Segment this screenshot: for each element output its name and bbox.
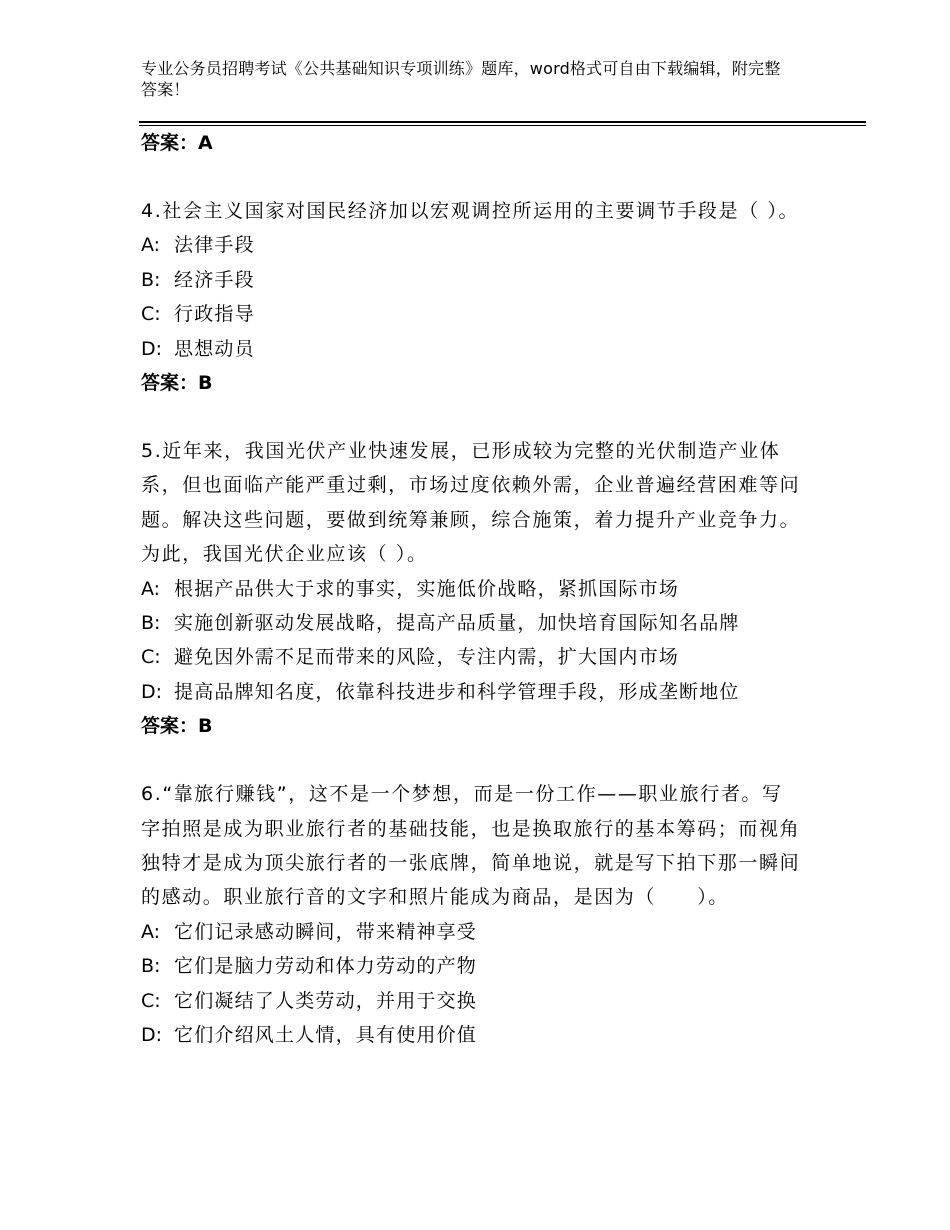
option-text: 实施创新驱动发展战略，提高产品质量，加快培育国际知名品牌 [174, 611, 740, 634]
option-c [141, 640, 801, 674]
option-letter: B: [141, 611, 161, 634]
option-a [141, 572, 801, 606]
question-list [141, 126, 801, 1052]
option-text: 它们记录感动瞬间，带来精神享受 [174, 920, 478, 943]
option-letter: B: [141, 268, 161, 291]
header-rule-thick [139, 121, 866, 123]
option-letter: C: [141, 989, 161, 1012]
option-d [141, 1018, 801, 1052]
option-letter: D: [141, 1023, 163, 1046]
answer-line: 答案：B [141, 715, 213, 738]
option-text: 它们凝结了人类劳动，并用于交换 [174, 989, 478, 1012]
option-text: 提高品牌知名度，依靠科技进步和科学管理手段，形成垄断地位 [174, 680, 740, 703]
option-text: 经济手段 [174, 268, 255, 291]
option-text: 根据产品供大于求的事实，实施低价战略，紧抓国际市场 [174, 577, 680, 600]
answer-line: 答案：A [141, 132, 213, 154]
question-6 [141, 777, 801, 1052]
option-b [141, 606, 801, 640]
option-letter: A: [141, 234, 161, 257]
option-c [141, 984, 801, 1018]
question-5 [141, 434, 801, 743]
option-letter: A: [141, 577, 161, 600]
answer-line: 答案：B [141, 371, 213, 394]
option-letter: D: [141, 337, 163, 360]
option-text: 避免因外需不足而带来的风险，专注内需，扩大国内市场 [174, 646, 680, 669]
option-d [141, 332, 801, 366]
question-stem: 4.社会主义国家对国民经济加以宏观调控所运用的主要调节手段是（ ）。 [141, 200, 800, 222]
option-text: 它们介绍风土人情，具有使用价值 [174, 1023, 478, 1046]
option-letter: C: [141, 646, 161, 669]
option-letter: D: [141, 680, 163, 703]
option-a [141, 228, 801, 262]
page-header: 专业公务员招聘考试《公共基础知识专项训练》题库，word格式可自由下载编辑，附完整答案！ [141, 59, 781, 99]
option-b [141, 263, 801, 297]
question-4 [141, 194, 801, 400]
option-b [141, 949, 801, 983]
option-text: 行政指导 [174, 303, 255, 326]
option-letter: B: [141, 955, 161, 978]
option-d [141, 675, 801, 709]
question-stem: 5.近年来，我国光伏产业快速发展，已形成较为完整的光伏制造产业体系，但也面临产能严重过剩，市场过度依赖外需，企业普遍经营困难等问题。解决这些问题，要做到统筹兼顾，综合施策，着力提升产业竞争力。为此，我国光伏企业应该（ ）。 [141, 439, 801, 566]
option-text: 思想动员 [174, 337, 255, 360]
question-stem: 6.“靠旅行赚钱”，这不是一个梦想，而是一份工作——职业旅行者。写字拍照是成为职业旅行者的基础技能，也是换取旅行的基本筹码；而视角独特才是成为顶尖旅行者的一张底牌，简单地说，就是写下拍下那一瞬间的感动。职业旅行音的文字和照片能成为商品，是因为（ ）。 [141, 783, 801, 909]
option-letter: A: [141, 920, 161, 943]
option-text: 法律手段 [174, 234, 255, 257]
option-letter: C: [141, 303, 161, 326]
option-c [141, 297, 801, 331]
option-text: 它们是脑力劳动和体力劳动的产物 [174, 955, 478, 978]
option-a [141, 915, 801, 949]
